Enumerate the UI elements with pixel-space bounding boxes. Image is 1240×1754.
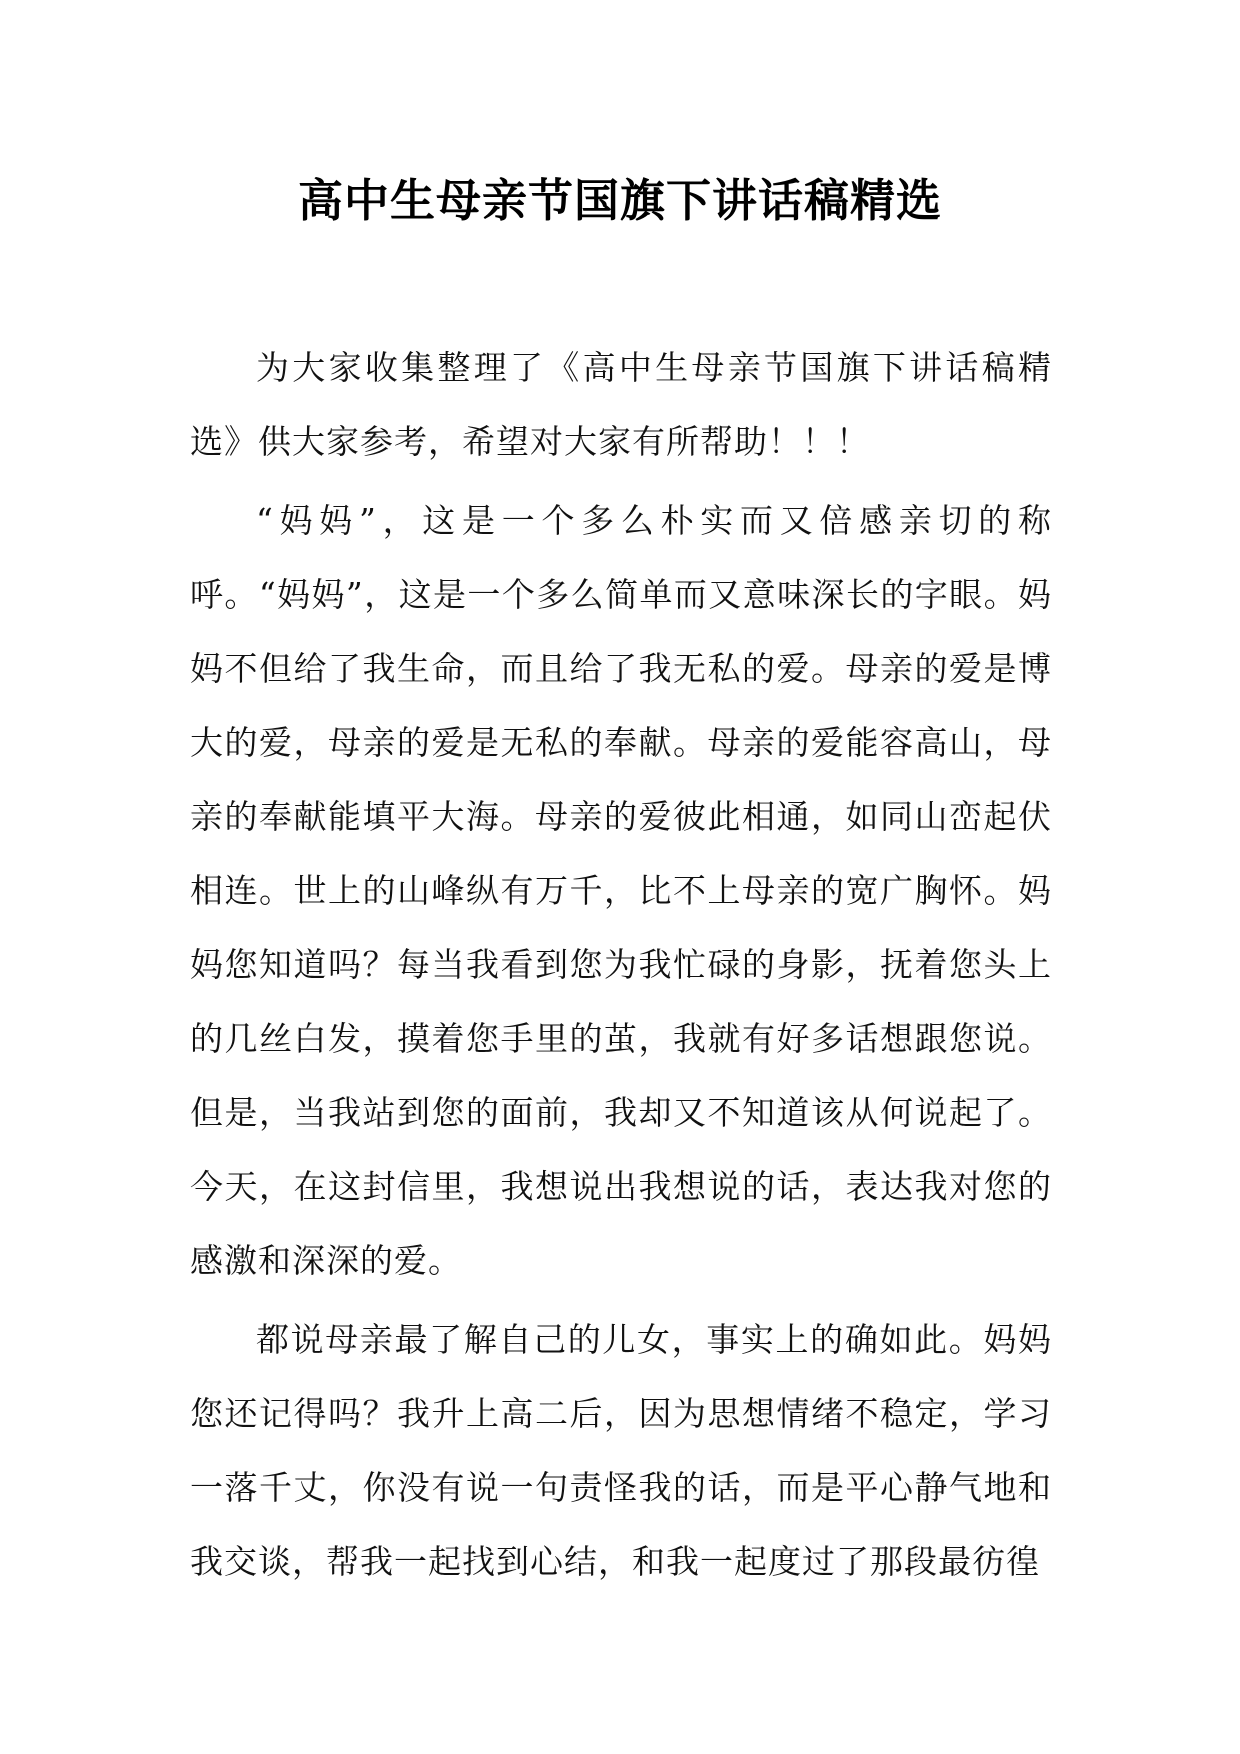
document-title: 高中生母亲节国旗下讲话稿精选: [297, 174, 942, 227]
paragraph-memory: 都说母亲最了解自己的儿女，事实上的确如此。妈妈您还记得吗？我升上高二后，因为思想情绪不稳定，学习一落千丈，你没有说一句责怪我的话，而是平心静气地和我交谈，帮我一起找到心结，和我一起度过了那段最彷徨: [190, 1320, 1052, 1581]
paragraph-intro: 为大家收集整理了《高中生母亲节国旗下讲话稿精选》供大家参考，希望对大家有所帮助！！！: [190, 348, 1052, 461]
paragraph-mama: “妈妈”，这是一个多么朴实而又倍感亲切的称呼。“妈妈”，这是一个多么简单而又意味深长的字眼。妈妈不但给了我生命，而且给了我无私的爱。母亲的爱是博大的爱，母亲的爱是无私的奉献。母亲的爱能容高山，母亲的奉献能填平大海。母亲的爱彼此相通，如同山峦起伏相连。世上的山峰纵有万千，比不上母亲的宽广胸怀。妈妈您知道吗？每当我看到您为我忙碌的身影，抚着您头上的几丝白发，摸着您手里的茧，我就有好多话想跟您说。但是，当我站到您的面前，我却又不知道该从何说起了。今天，在这封信里，我想说出我想说的话，表达我对您的感激和深深的爱。: [190, 501, 1052, 1280]
document-body: [190, 331, 1052, 1604]
